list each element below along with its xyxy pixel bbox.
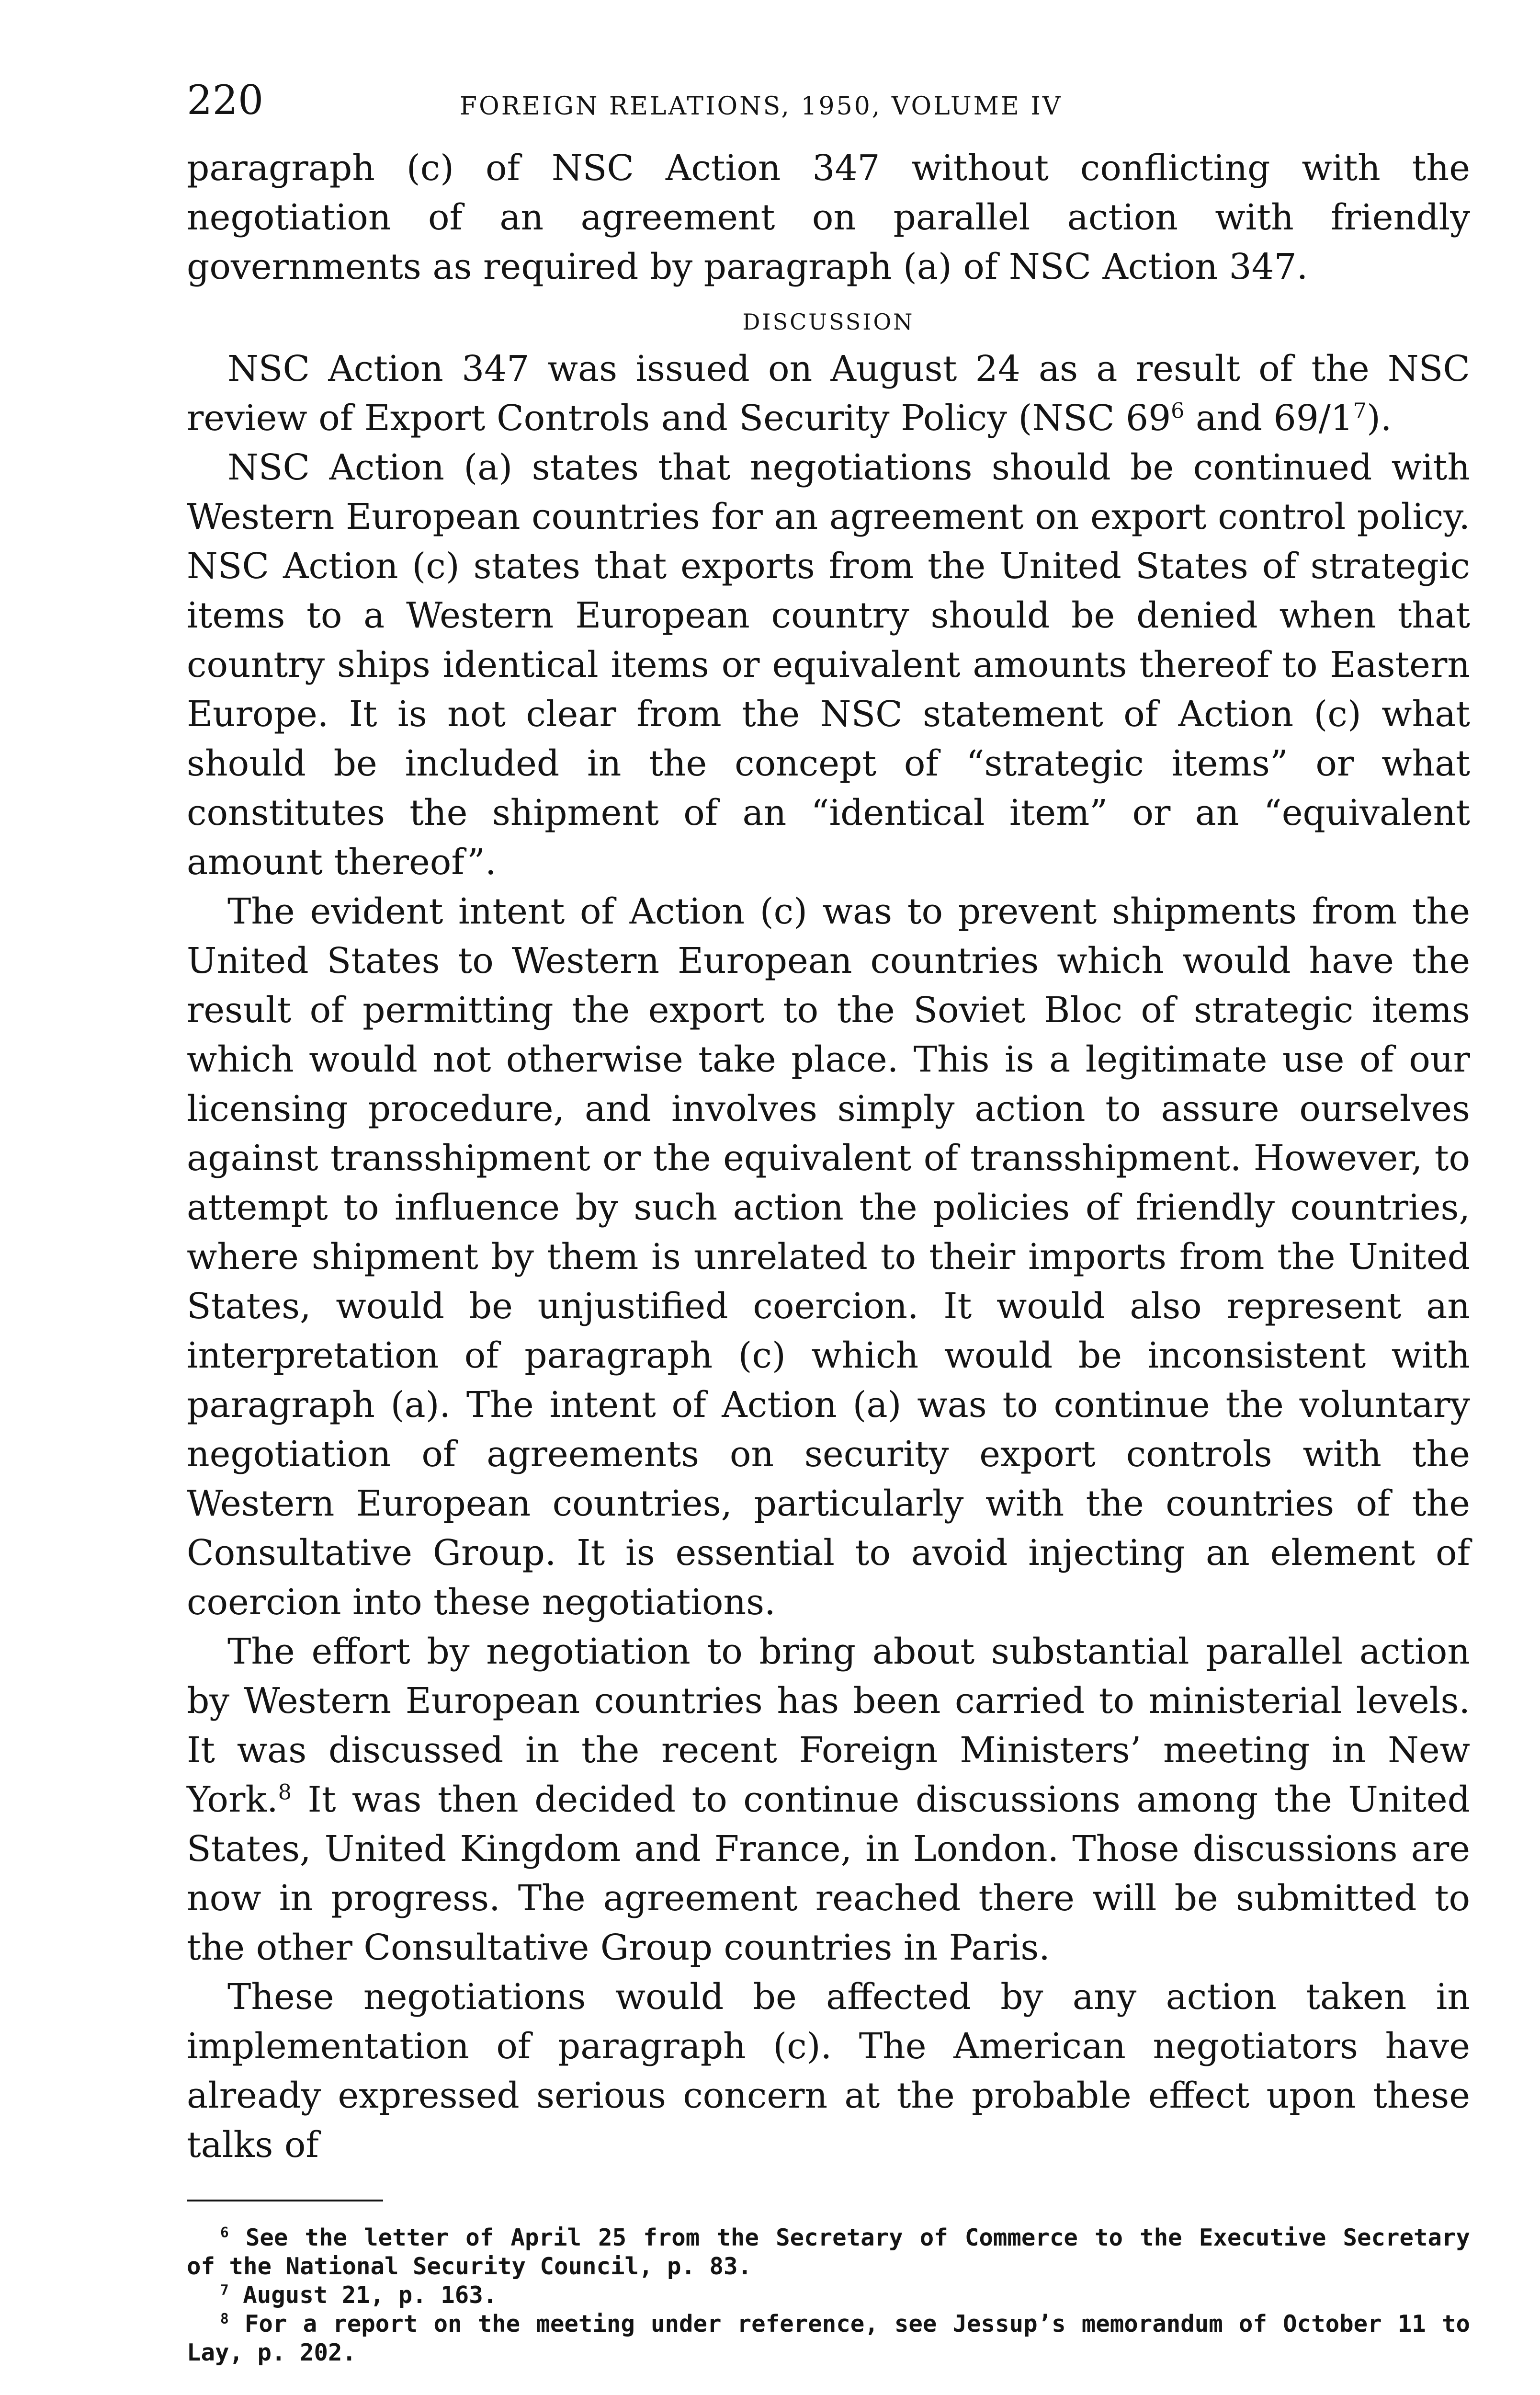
footnote-text: See the letter of April 25 from the Secretary of Commerce to the Executive Secretary of the National Security Council, p. 83. — [187, 2224, 1470, 2280]
footnote-6 — [187, 2224, 1470, 2281]
footnote-marker: 7 — [220, 2281, 229, 2298]
footnote-divider — [187, 2200, 383, 2201]
footnote-8 — [187, 2310, 1470, 2367]
footnotes — [187, 2224, 1470, 2367]
paragraph-4-text-a: The effort by negotiation to bring about substantial parallel action by Western European countries has been carried to ministerial levels. It was discussed in the recent Foreign Ministers’ meeting in New York. — [187, 1631, 1470, 1820]
paragraph-1 — [187, 344, 1470, 443]
footnote-ref-7: 7 — [1353, 399, 1367, 423]
document-page — [187, 72, 1470, 2367]
page-header — [187, 72, 1470, 144]
body-text — [187, 144, 1470, 2170]
paragraph-5: These negotiations would be affected by any action taken in implementation of paragraph (c). The American negotiators have already expressed serious concern at the probable effect upon these talks of — [187, 1976, 1470, 2166]
footnote-ref-8: 8 — [278, 1780, 292, 1805]
paragraph-1-text-b: and 69/1 — [1184, 398, 1353, 439]
paragraph-1-text-a: NSC Action 347 was issued on August 24 as a result of the NSC review of Export Controls and Security Policy (NSC 69 — [187, 348, 1470, 439]
running-head: FOREIGN RELATIONS, 1950, VOLUME IV — [460, 92, 1063, 121]
page-number: 220 — [187, 77, 264, 124]
paragraph-4-text-b: It was then decided to continue discussions among the United States, United Kingdom and France, in London. Those discussions are now in progress. The agreement reached there will be submitted to the other Consultative Group countries in Paris. — [187, 1779, 1470, 1968]
footnote-marker: 6 — [220, 2224, 229, 2241]
continued-paragraph: paragraph (c) of NSC Action 347 without conflicting with the negotiation of an agreement on parallel action with friendly governments as required by paragraph (a) of NSC Action 347. — [187, 148, 1470, 287]
paragraph-3: The evident intent of Action (c) was to prevent shipments from the United States to Western European countries which would have the result of permitting the export to the Soviet Bloc of strategic items which would not otherwise take place. This is a legitimate use of our licensing procedure, and involves simply action to assure ourselves against transshipment or the equivalent of transshipment. However, to attempt to influence by such action the policies of friendly countries, where shipment by them is unrelated to their imports from the United States, would be unjustified coercion. It would also represent an interpretation of paragraph (c) which would be inconsistent with paragraph (a). The intent of Action (a) was to continue the voluntary negotiation of agreements on security export controls with the Western European countries, particularly with the countries of the Consultative Group. It is essential to avoid injecting an element of coercion into these negotiations. — [187, 891, 1470, 1623]
footnote-7 — [187, 2281, 1470, 2310]
paragraph-4 — [187, 1627, 1470, 1973]
section-heading: DISCUSSION — [742, 309, 915, 335]
paragraph-2: NSC Action (a) states that negotiations should be continued with Western European countries for an agreement on export control policy. NSC Action (c) states that exports from the United States of strategic items to a Western European country should be denied when that country ships identical items or equivalent amounts thereof to Eastern Europe. It is not clear from the NSC statement of Action (c) what should be included in the concept of “strategic items” or what constitutes the shipment of an “identical item” or an “equivalent amount thereof”. — [187, 447, 1470, 883]
footnote-text: August 21, p. 163. — [228, 2281, 498, 2309]
paragraph-1-text-c: ). — [1367, 398, 1392, 439]
footnote-marker: 8 — [220, 2310, 229, 2327]
footnote-text: For a report on the meeting under reference, see Jessup’s memorandum of October 11 to Lay, p. 202. — [187, 2310, 1470, 2366]
footnote-ref-6: 6 — [1171, 399, 1185, 423]
